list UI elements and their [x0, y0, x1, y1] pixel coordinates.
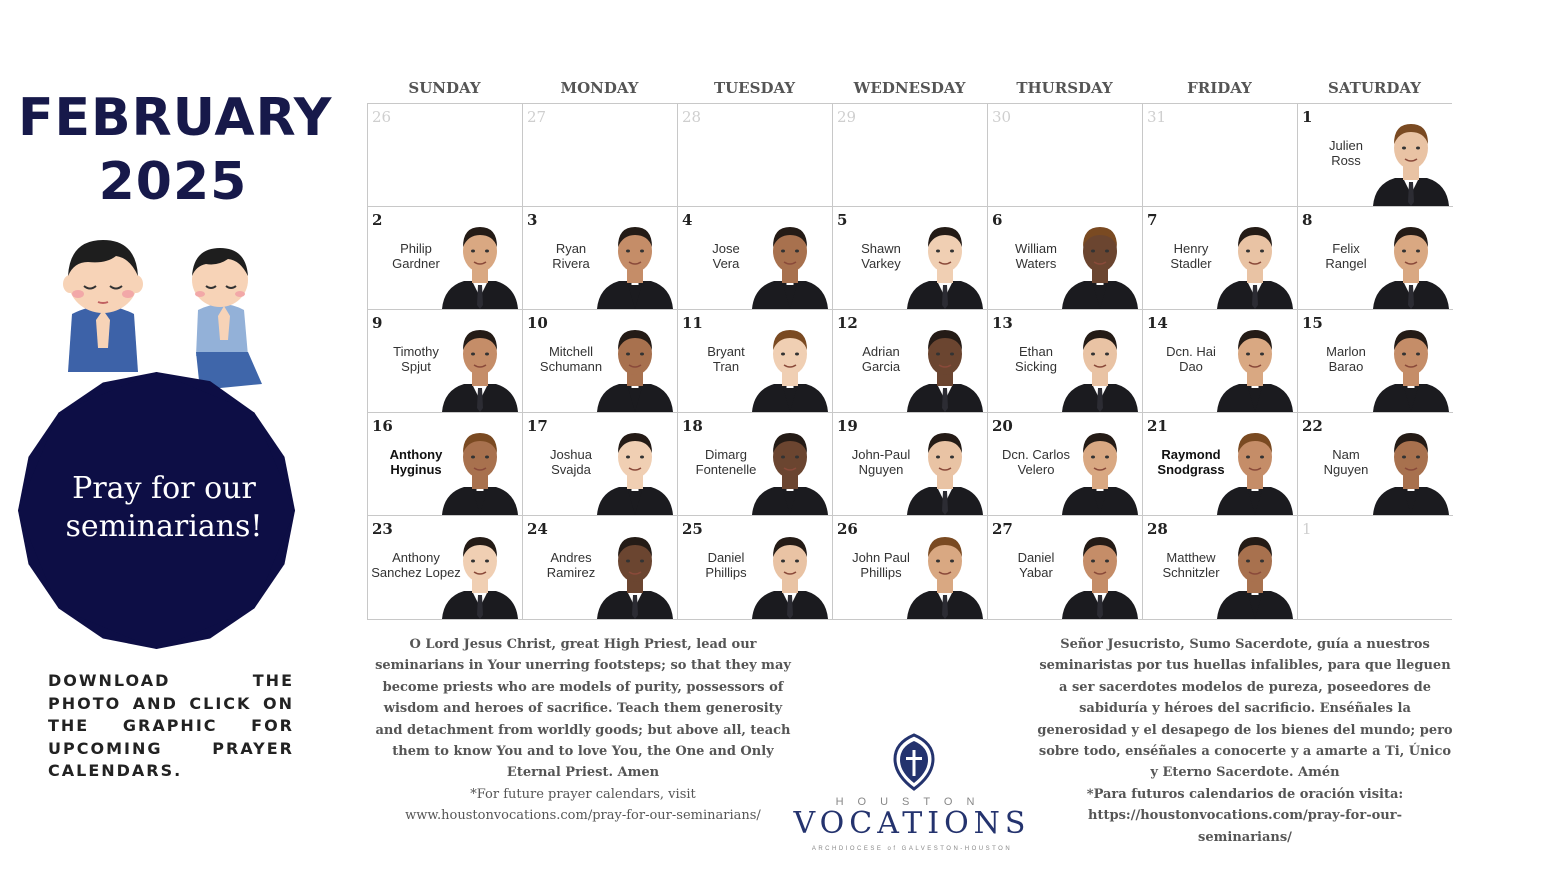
seminarian-portrait [438, 519, 522, 619]
calendar-day-cell [1143, 413, 1298, 516]
seminarian-name: Ethan Sicking [1015, 344, 1057, 374]
seminarian-portrait [593, 312, 677, 412]
calendar-day-cell [678, 207, 833, 310]
day-number: 1 [1302, 520, 1312, 538]
calendar-day-cell [988, 207, 1143, 310]
seminarian-portrait [1369, 415, 1453, 515]
seminarian-name: John Paul Phillips [852, 550, 910, 580]
seminarian-name: Adrian Garcia [861, 344, 901, 374]
seminarian-portrait [438, 209, 522, 309]
seminarian-portrait [1213, 209, 1297, 309]
seminarian-name: Dimarg Fontenelle [695, 447, 757, 477]
day-number: 17 [527, 417, 548, 435]
day-number: 4 [682, 211, 693, 229]
day-number: 26 [372, 108, 392, 126]
seminarian-name: Anthony Hyginus [389, 447, 443, 477]
day-number: 10 [527, 314, 548, 332]
calendar-day-cell [678, 516, 833, 619]
badge-line-2: seminarians! [65, 509, 263, 544]
day-number: 1 [1302, 108, 1313, 126]
seminarian-portrait [748, 415, 832, 515]
seminarian-portrait [1058, 209, 1142, 309]
seminarian-name: Marlon Barao [1326, 344, 1366, 374]
prayer-line: *Para futuros calendarios de oración visita: [1086, 786, 1404, 802]
prayer-line: y Eterno Sacerdote. Amén [1150, 765, 1340, 781]
day-number: 3 [527, 211, 538, 229]
prayer-spanish [1030, 634, 1460, 848]
calendar-day-cell [1143, 104, 1298, 207]
calendar-day-cell [833, 516, 988, 619]
seminarian-name: Daniel Yabar [1017, 550, 1055, 580]
seminarian-name: Mitchell Schumann [539, 344, 603, 374]
prayer-line: sobre todo, enséñales a conocerte y a amarte a Ti, Único [1038, 744, 1452, 760]
seminarian-portrait [748, 209, 832, 309]
calendar-day-cell [678, 310, 833, 413]
calendar-day-cell [833, 310, 988, 413]
day-number: 30 [992, 108, 1012, 126]
calendar-day-cell [1298, 104, 1453, 207]
seminarian-portrait [1058, 312, 1142, 412]
day-number: 12 [837, 314, 858, 332]
seminarian-portrait [1058, 519, 1142, 619]
prayer-english-text [368, 634, 798, 784]
seminarian-name: Shawn Varkey [861, 241, 901, 271]
prayer-english-url[interactable]: www.houstonvocations.com/pray-for-our-seminarians/ [405, 808, 761, 824]
seminarian-portrait [903, 312, 987, 412]
month-label: FEBRUARY [18, 88, 333, 148]
logo-houston: HOUSTON [835, 796, 989, 808]
day-number: 23 [372, 520, 393, 538]
weekday-thursday: THURSDAY [1016, 79, 1113, 97]
calendar-day-cell [1143, 207, 1298, 310]
badge-line-1: Pray for our [72, 471, 256, 506]
calendar-day-cell [523, 413, 678, 516]
day-number: 15 [1302, 314, 1323, 332]
seminarian-name: Andres Ramirez [546, 550, 596, 580]
calendar-day-cell [368, 104, 523, 207]
day-number: 9 [372, 314, 383, 332]
calendar-day-cell [368, 207, 523, 310]
day-number: 27 [527, 108, 547, 126]
seminarian-portrait [1213, 312, 1297, 412]
seminarian-portrait [1213, 519, 1297, 619]
seminarian-name: Bryant Tran [707, 344, 745, 374]
seminarian-portrait [593, 209, 677, 309]
day-number: 21 [1147, 417, 1168, 435]
seminarian-portrait [438, 312, 522, 412]
calendar-day-cell [833, 104, 988, 207]
seminarian-name: Julien Ross [1329, 138, 1363, 168]
seminarian-name: Ryan Rivera [552, 241, 590, 271]
day-number: 28 [1147, 520, 1168, 538]
prayer-spanish-text [1030, 634, 1460, 848]
seminarian-portrait [593, 519, 677, 619]
shield-cross-icon [893, 733, 935, 791]
prayer-line: seminaristas por tus huellas infalibles, para que lleguen [1039, 658, 1451, 674]
calendar-day-cell [368, 310, 523, 413]
day-number: 19 [837, 417, 858, 435]
prayer-english [368, 634, 798, 827]
seminarian-name: Joshua Svajda [550, 447, 592, 477]
calendar-day-cell [678, 413, 833, 516]
day-number: 6 [992, 211, 1003, 229]
seminarian-portrait [903, 415, 987, 515]
day-number: 25 [682, 520, 703, 538]
prayer-english-note: *For future prayer calendars, visit [470, 786, 696, 802]
prayer-line: sabiduría y héroes del sacrificio. Enséñales la [1079, 701, 1411, 717]
seminarian-name: Philip Gardner [392, 241, 440, 271]
prayer-line: and detachment from worldly goods; but above all, teach [375, 722, 791, 738]
seminarian-portrait [903, 209, 987, 309]
weekday-tuesday: TUESDAY [713, 79, 796, 97]
seminarian-portrait [593, 415, 677, 515]
day-number: 29 [837, 108, 857, 126]
prayer-line: generosidad y el desapego de los bienes del mundo; pero [1037, 722, 1453, 738]
day-number: 27 [992, 520, 1013, 538]
day-number: 18 [682, 417, 703, 435]
day-number: 31 [1147, 108, 1167, 126]
prayer-line: Eternal Priest. Amen [506, 765, 660, 781]
seminarian-name: Raymond Snodgrass [1157, 447, 1225, 477]
prayer-line: them to know You and to love You, the One and Only [392, 744, 774, 760]
calendar-day-cell [1298, 516, 1453, 619]
calendar-grid [367, 103, 1452, 620]
seminarian-name: Nam Nguyen [1323, 447, 1369, 477]
calendar-day-cell [678, 104, 833, 207]
seminarian-portrait [1369, 312, 1453, 412]
logo-archdiocese: ARCHDIOCESE of GALVESTON-HOUSTON [811, 846, 1013, 852]
calendar-day-cell [523, 207, 678, 310]
seminarian-portrait [1369, 106, 1453, 206]
praying-boy-icon [58, 236, 148, 372]
seminarian-portrait [438, 415, 522, 515]
weekday-saturday: SATURDAY [1328, 79, 1421, 97]
download-instructions[interactable]: DOWNLOAD THE PHOTO AND CLICK ON THE GRAPHIC FOR UPCOMING PRAYER CALENDARS. [48, 671, 294, 780]
seminarian-portrait [903, 519, 987, 619]
seminarian-name: Daniel Phillips [705, 550, 747, 580]
calendar-day-cell [1143, 516, 1298, 619]
weekday-wednesday: WEDNESDAY [853, 79, 966, 97]
seminarian-portrait [748, 519, 832, 619]
weekday-sunday: SUNDAY [408, 79, 481, 97]
day-number: 7 [1147, 211, 1158, 229]
calendar-day-cell [368, 516, 523, 619]
day-number: 13 [992, 314, 1013, 332]
prayer-line: seminarians in Your unerring footsteps; so that they may [375, 658, 791, 674]
prayer-line: O Lord Jesus Christ, great High Priest, lead our [409, 637, 757, 652]
day-number: 14 [1147, 314, 1168, 332]
calendar-day-cell [523, 310, 678, 413]
kneeling-boy-icon [186, 244, 266, 390]
prayer-line: a ser sacerdotes modelos de pureza, poseedores de [1059, 679, 1431, 695]
day-number: 26 [837, 520, 858, 538]
weekday-monday: MONDAY [560, 79, 639, 97]
calendar-day-cell [988, 413, 1143, 516]
calendar-day-cell [1298, 207, 1453, 310]
seminarian-name: Dcn. Carlos Velero [1002, 447, 1070, 477]
calendar-day-cell [988, 310, 1143, 413]
calendar-day-cell [368, 413, 523, 516]
day-number: 2 [372, 211, 383, 229]
calendar-day-cell [833, 207, 988, 310]
seminarian-name: Jose Vera [712, 241, 740, 271]
day-number: 5 [837, 211, 848, 229]
seminarian-portrait [1369, 209, 1453, 309]
seminarian-name: William Waters [1015, 241, 1057, 271]
day-number: 24 [527, 520, 548, 538]
badge-text [18, 470, 310, 546]
seminarian-portrait [1213, 415, 1297, 515]
day-number: 16 [372, 417, 393, 435]
day-number: 8 [1302, 211, 1313, 229]
calendar-day-cell [523, 516, 678, 619]
logo-vocations: VOCATIONS [793, 806, 1031, 841]
day-number: 11 [682, 314, 703, 332]
calendar-day-cell [523, 104, 678, 207]
seminarian-portrait [1058, 415, 1142, 515]
prayer-line: wisdom and heroes of sacrifice. Teach them generosity [383, 701, 783, 717]
seminarian-name: John-Paul Nguyen [851, 447, 911, 477]
seminarian-name: Timothy Spjut [393, 344, 439, 374]
prayer-line: https://houstonvocations.com/pray-for-our- [1088, 808, 1402, 824]
prayer-line: seminarians/ [1198, 829, 1292, 845]
seminarian-portrait [748, 312, 832, 412]
month-title [18, 86, 333, 214]
calendar-day-cell [1298, 310, 1453, 413]
seminarian-name: Dcn. Hai Dao [1166, 344, 1216, 374]
seminarian-name: Henry Stadler [1170, 241, 1212, 271]
day-number: 28 [682, 108, 702, 126]
day-number: 22 [1302, 417, 1323, 435]
weekday-friday: FRIDAY [1187, 79, 1252, 97]
calendar-day-cell [988, 104, 1143, 207]
calendar-day-cell [1298, 413, 1453, 516]
prayer-line: Señor Jesucristo, Sumo Sacerdote, guía a nuestros [1060, 637, 1430, 652]
year-label: 2025 [98, 152, 248, 212]
seminarian-name: Matthew Schnitzler [1162, 550, 1220, 580]
calendar-day-cell [1143, 310, 1298, 413]
seminarian-name: Felix Rangel [1325, 241, 1367, 271]
day-number: 20 [992, 417, 1013, 435]
calendar-day-cell [988, 516, 1143, 619]
calendar-day-cell [833, 413, 988, 516]
seminarian-name: Anthony Sanchez Lopez [371, 550, 461, 580]
prayer-line: become priests who are models of purity, possessors of [382, 679, 784, 695]
